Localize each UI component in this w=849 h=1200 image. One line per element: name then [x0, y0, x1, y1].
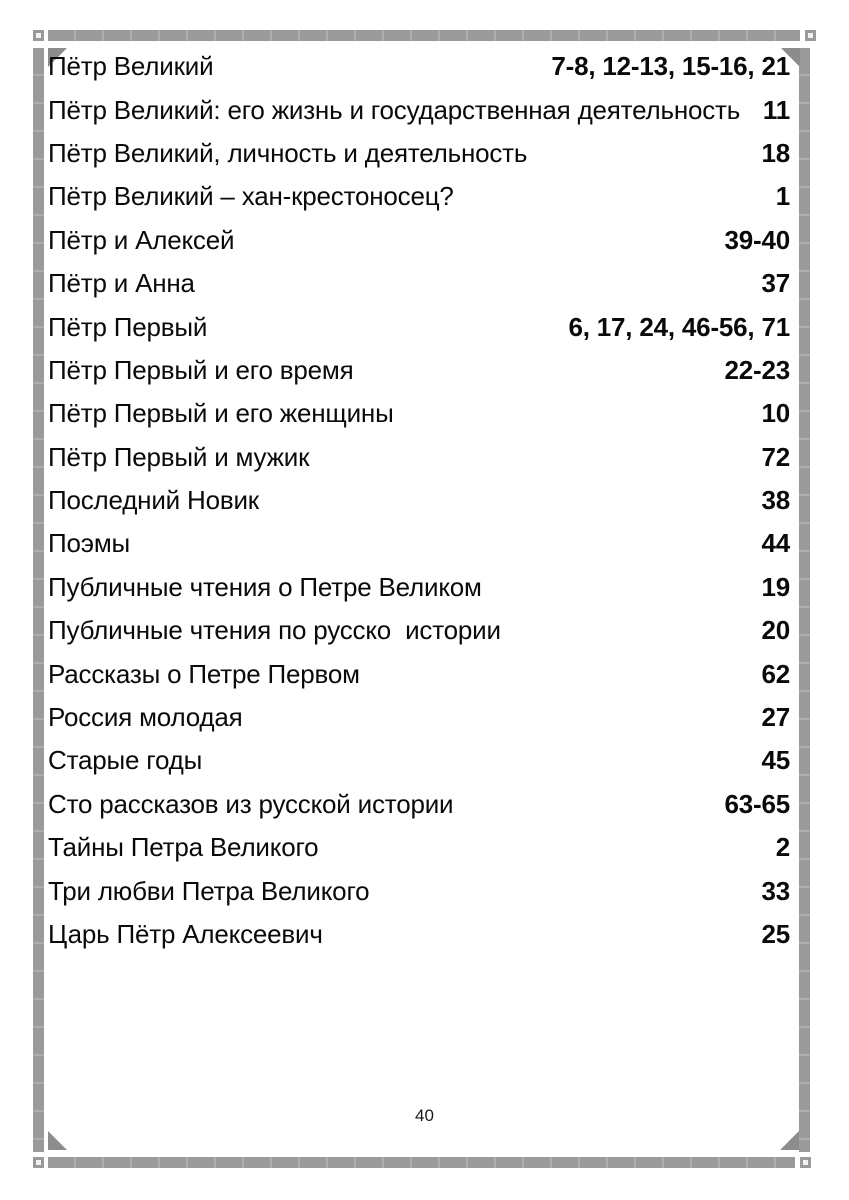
index-entry-row: [48, 696, 790, 739]
entry-page-numbers: 19: [761, 571, 790, 602]
frame-corner-square-bottom-right: [800, 1157, 811, 1168]
frame-bottom-bar: [48, 1157, 795, 1168]
entry-title: Пётр и Анна: [48, 268, 195, 299]
entry-title: Пётр Великий: его жизнь и государственная деятельность: [48, 94, 741, 125]
entry-title: Публичные чтения по русско истории: [48, 615, 501, 646]
entry-title: Пётр Первый и мужик: [48, 441, 310, 472]
entry-page-numbers: 38: [761, 485, 790, 516]
entry-page-numbers: 72: [761, 441, 790, 472]
entry-title: Царь Пётр Алексеевич: [48, 919, 323, 949]
index-entry-row: [48, 436, 790, 479]
page-number: 40: [415, 1106, 434, 1125]
entry-page-numbers: 37: [761, 268, 790, 299]
entry-page-numbers: 18: [761, 137, 790, 168]
entry-title: Пётр и Алексей: [48, 224, 235, 255]
index-entry-row: [48, 262, 790, 305]
entry-title: Рассказы о Петре Первом: [48, 658, 360, 689]
entry-page-numbers: 2: [775, 832, 790, 863]
entry-page-numbers: 44: [761, 528, 790, 559]
entry-title: Пётр Великий, личность и деятельность: [48, 137, 528, 168]
entry-title: Тайны Петра Великого: [48, 832, 319, 863]
entry-page-numbers: 39-40: [724, 224, 790, 255]
entry-title: Последний Новик: [48, 485, 259, 516]
entry-title: Старые годы: [48, 745, 203, 776]
index-entry-row: [48, 652, 790, 695]
frame-corner-triangle-bottom-right: [780, 1131, 799, 1150]
entry-page-numbers: 20: [761, 615, 790, 646]
index-entry-row: [48, 392, 790, 435]
entry-title: Пётр Великий: [48, 51, 214, 82]
entry-title: Пётр Первый: [48, 311, 208, 342]
frame-corner-square-top-right: [805, 30, 816, 41]
entry-page-numbers: 25: [761, 919, 790, 949]
entry-page-numbers: 33: [761, 875, 790, 906]
frame-top-bar: [48, 30, 800, 41]
index-entry-row: [48, 826, 790, 869]
frame-corner-square-bottom-left: [33, 1157, 44, 1168]
frame-corner-triangle-bottom-left: [48, 1131, 67, 1150]
entry-page-numbers: 62: [761, 658, 790, 689]
index-entry-row: [48, 305, 790, 348]
entry-title: Пётр Великий – хан-крестоносец?: [48, 181, 454, 212]
index-entry-row: [48, 479, 790, 522]
index-entry-row: [48, 132, 790, 175]
index-entry-row: [48, 869, 790, 912]
entry-page-numbers: 1: [775, 181, 790, 212]
index-list: [48, 45, 790, 956]
frame-right-bar: [799, 48, 810, 1152]
entry-page-numbers: 10: [761, 398, 790, 429]
entry-title: Поэмы: [48, 528, 130, 559]
index-entry-row: [48, 175, 790, 218]
entry-page-numbers: 45: [761, 745, 790, 776]
entry-title: Россия молодая: [48, 702, 243, 733]
index-entry-row: [48, 88, 790, 131]
entry-page-numbers: 22-23: [724, 354, 790, 385]
entry-title: Три любви Петра Великого: [48, 875, 370, 906]
entry-title: Публичные чтения о Петре Великом: [48, 571, 482, 602]
index-entry-row: [48, 609, 790, 652]
index-entry-row: [48, 522, 790, 565]
frame-corner-square-top-left: [33, 30, 44, 41]
entry-title: Пётр Первый и его время: [48, 354, 354, 385]
index-entry-row: [48, 783, 790, 826]
entry-title: Пётр Первый и его женщины: [48, 398, 394, 429]
index-entry-row: [48, 739, 790, 782]
entry-title: Сто рассказов из русской истории: [48, 788, 454, 819]
frame-left-bar: [33, 48, 44, 1152]
entry-page-numbers: 27: [761, 702, 790, 733]
index-entry-row: [48, 913, 790, 956]
index-entry-row: [48, 219, 790, 262]
index-entry-row: [48, 566, 790, 609]
entry-page-numbers: 63-65: [724, 788, 790, 819]
entry-page-numbers: 6, 17, 24, 46-56, 71: [568, 311, 790, 342]
index-entry-row: [48, 349, 790, 392]
index-entry-row: [48, 45, 790, 88]
entry-page-numbers: 11: [762, 94, 790, 125]
entry-page-numbers: 7-8, 12-13, 15-16, 21: [551, 51, 790, 82]
